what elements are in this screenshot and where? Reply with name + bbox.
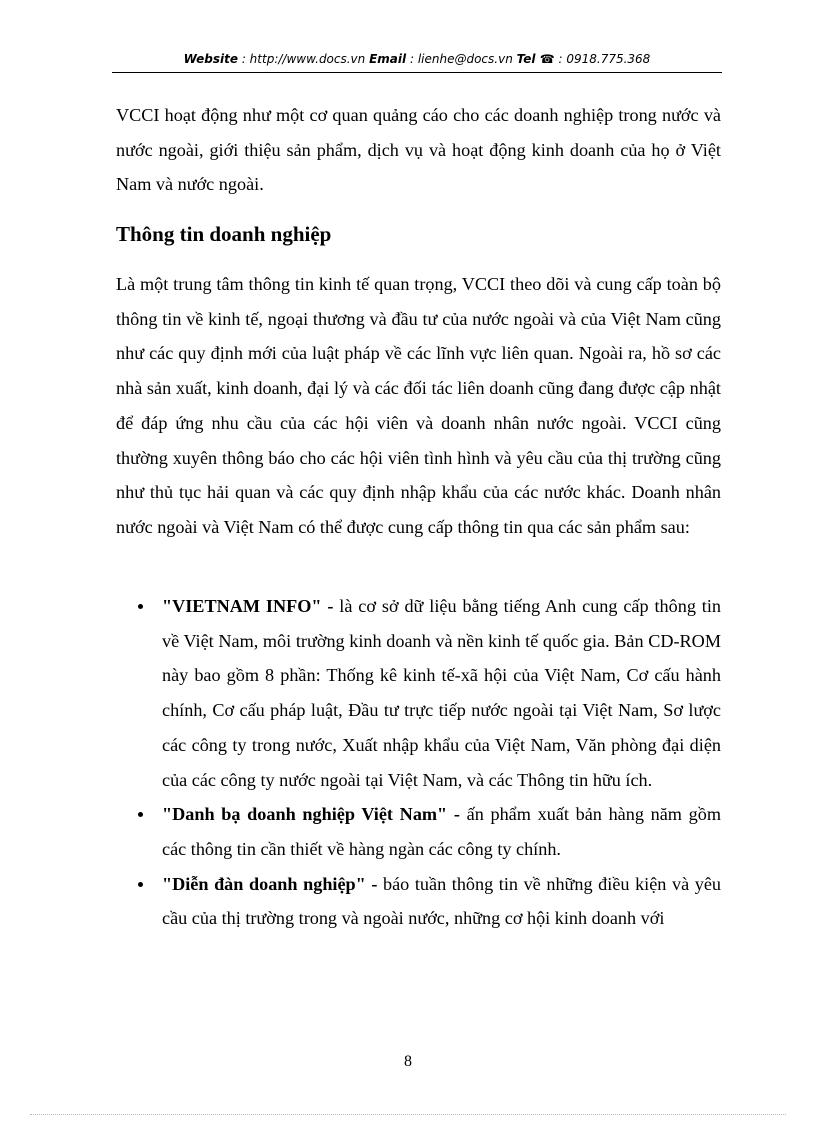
bullet-icon (138, 604, 143, 609)
list-item-text: là cơ sở dữ liệu bằng tiếng Anh cung cấp thông tin về Việt Nam, môi trường kinh doanh và nền kinh tế quốc gia. Bản CD-ROM này bao gồm 8 phần: Thống kê kinh tế-xã hội của Việt Nam, Cơ cấu hành chính, Cơ cấu pháp luật, Đầu tư trực tiếp nước ngoài tại Việt Nam, Sơ lược các công ty trong nước, Xuất nhập khẩu của Việt Nam, Văn phòng đại diện của các công ty nước ngoài tại Việt Nam, và các Thông tin hữu ích. (162, 596, 721, 790)
list-item (116, 589, 721, 797)
list-item-title: "VIETNAM INFO" - (162, 596, 334, 616)
page-header (112, 50, 722, 68)
list-item-text: báo tuần thông tin về những điều kiện và yêu cầu của thị trường trong và ngoài nước, những cơ hội kinh doanh với (162, 873, 722, 929)
email-label: Email (369, 52, 407, 66)
email-value: : lienhe@docs.vn (409, 52, 513, 66)
website-label: Website (183, 52, 238, 66)
bullet-icon (138, 882, 143, 887)
header-divider (112, 72, 722, 73)
page-number: 8 (404, 1053, 412, 1070)
bullet-icon (138, 812, 143, 817)
info-paragraph: Là một trung tâm thông tin kinh tế quan trọng, VCCI theo dõi và cung cấp toàn bộ thông tin về kinh tế, ngoại thương và đầu tư của nước ngoài và của Việt Nam cũng như các quy định mới của luật pháp về các lĩnh vực liên quan. Ngoài ra, hồ sơ các nhà sản xuất, kinh doanh, đại lý và các đối tác liên doanh cũng đang được cập nhật để đáp ứng nhu cầu của các hội viên và doanh nhân nước ngoài. VCCI cũng thường xuyên thông báo cho các hội viên tình hình và yêu cầu của thị trường cũng như thủ tục hải quan và các quy định nhập khẩu của các nước khác. Doanh nhân nước ngoài và Việt Nam có thể được cung cấp thông tin qua các sản phẩm sau: (116, 274, 721, 537)
list-item-title: "Diễn đàn doanh nghiệp" - (162, 873, 378, 894)
list-item-text: ấn phẩm xuất bản hàng năm gồm các thông tin cần thiết về hàng ngàn các công ty chính. (162, 804, 721, 859)
tel-label: Tel ☎ (516, 52, 555, 66)
section-heading: Thông tin doanh nghiệp (116, 222, 332, 246)
list-item (116, 797, 721, 866)
list-item (116, 867, 721, 936)
website-value: : http://www.docs.vn (241, 52, 366, 66)
product-list (116, 589, 721, 936)
list-item-title: "Danh bạ doanh nghiệp Việt Nam" - (162, 804, 460, 825)
tel-value: : 0918.775.368 (558, 52, 651, 66)
intro-paragraph: VCCI hoạt động như một cơ quan quảng cáo cho các doanh nghiệp trong nước và nước ngoài, giới thiệu sản phẩm, dịch vụ và hoạt động kinh doanh của họ ở Việt Nam và nước ngoài. (116, 105, 721, 195)
page-bottom-divider (30, 1114, 786, 1115)
